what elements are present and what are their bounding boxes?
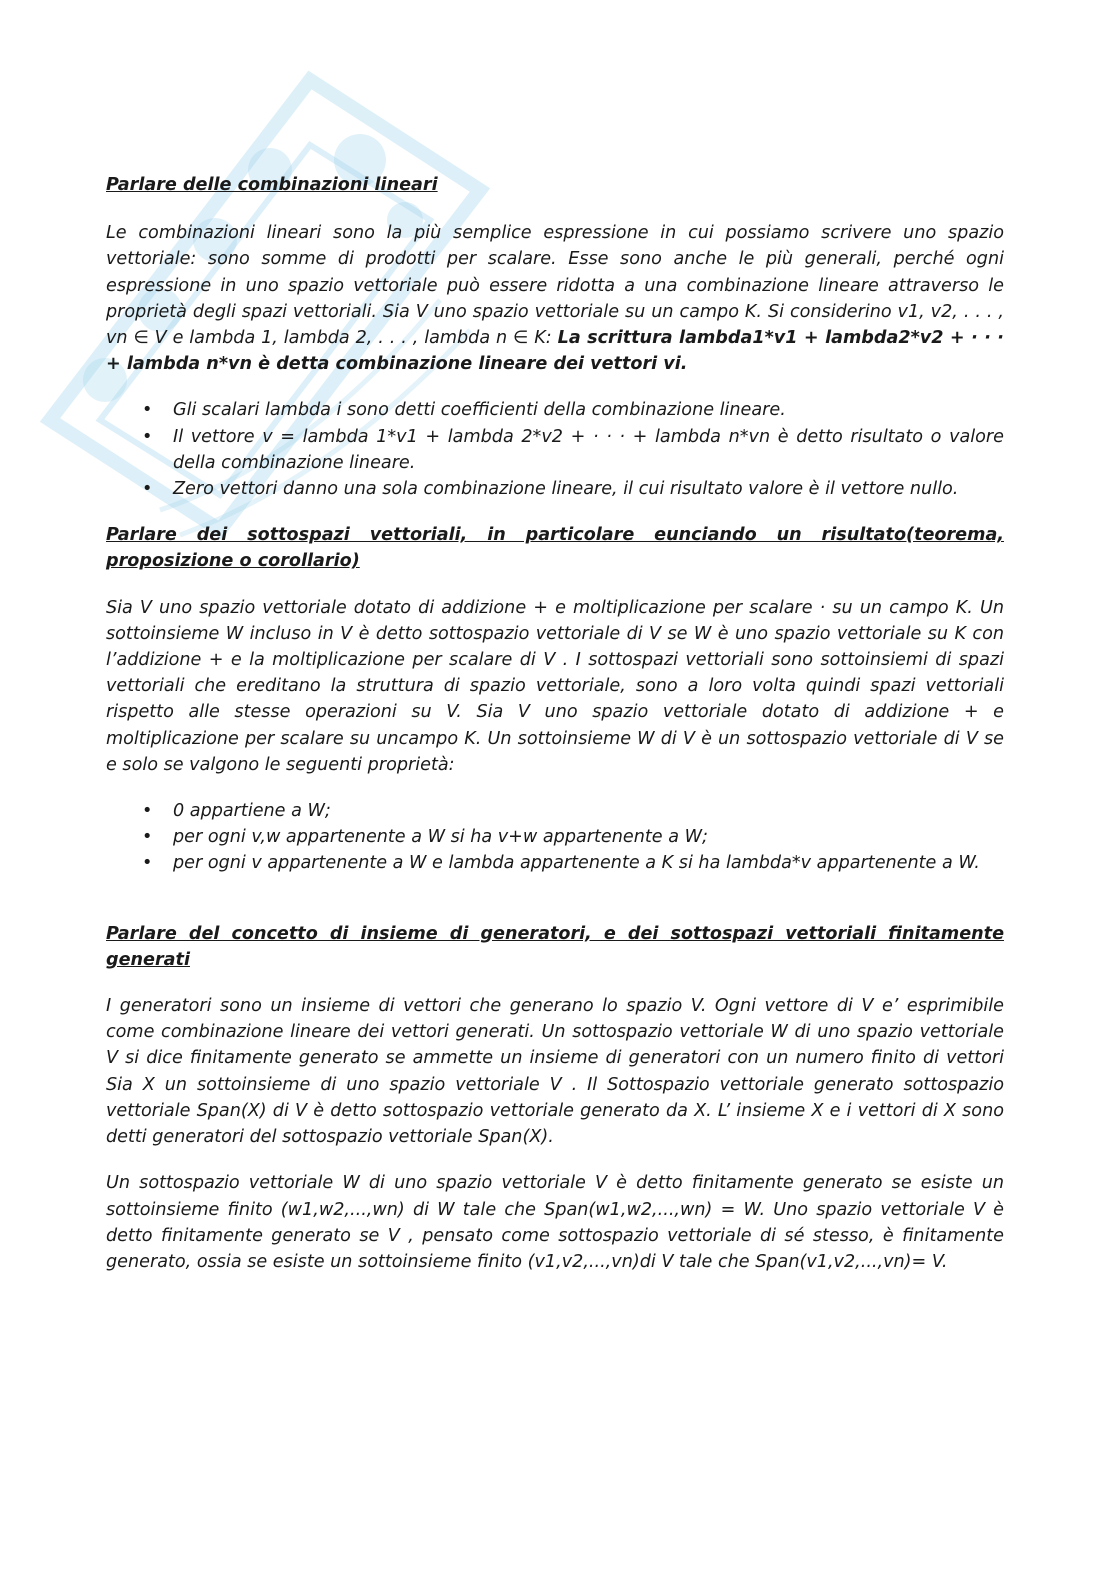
list-item-text: per ogni v,w appartenente a W si ha v+w appartenente a W; — [173, 827, 708, 848]
list-item — [106, 798, 1004, 824]
document-page — [106, 172, 1004, 1275]
bullet-dot-icon: • — [142, 827, 153, 848]
paragraph-text: Le combinazioni lineari sono la più semplice espressione in cui possiamo scrivere uno spazio vettoriale: sono somme di prodotti per scalare. Esse sono anche le più generali, perché ogni espressione in uno spazio vettoriale può essere ridotta a una combinazione lineare attraverso le proprietà degli spazi vettoriali. Sia V uno spazio vettoriale su un campo K. Si considerino v1, v2, . . . , vn ∈ V e lambda 1, lambda 2, . . . , lambda n ∈ K: — [106, 223, 1004, 349]
bullet-list-linear-combinations — [106, 397, 1004, 502]
bullet-list-subspace-properties — [106, 798, 1004, 877]
section-heading-generators: Parlare del concetto di insieme di generatori, e dei sottospazi vettoriali finitamente generati — [106, 923, 1004, 970]
list-item-text: 0 appartiene a W; — [173, 801, 331, 822]
list-item-text: Il vettore v = lambda 1*v1 + lambda 2*v2 + · · · + lambda n*vn è detto risultato o valore della combinazione lineare. — [173, 426, 1004, 473]
section-heading-subspaces: Parlare dei sottospazi vettoriali, in particolare eunciando un risultato(teorema, proposizione o corollario) — [106, 525, 1004, 572]
bullet-dot-icon: • — [142, 853, 153, 874]
paragraph-finitely-generated: Un sottospazio vettoriale W di uno spazio vettoriale V è detto finitamente generato se esiste un sottoinsieme finito (w1,w2,...,wn) di W tale che Span(w1,w2,...,wn) = W. Uno spazio vettoriale V è detto finitamente generato se V , pensato come sottospazio vettoriale di sé stesso, è finitamente generato, ossia se esiste un sottoinsieme finito (v1,v2,...,vn)di V tale che Span(v1,v2,...,vn)= V. — [106, 1173, 1004, 1272]
list-item-text: per ogni v appartenente a W e lambda appartenente a K si ha lambda*v appartenente a W. — [173, 853, 980, 874]
list-item-text: Gli scalari lambda i sono detti coefficienti della combinazione lineare. — [173, 400, 786, 421]
list-item — [106, 850, 1004, 876]
bullet-dot-icon: • — [142, 801, 153, 822]
paragraph-bold-definition: La scrittura lambda1*v1 + lambda2*v2 + · · · + lambda n*vn è detta combinazione lineare dei vettori vi. — [106, 328, 1004, 375]
section-heading-linear-combinations: Parlare delle combinazioni lineari — [106, 175, 438, 195]
list-item — [106, 397, 1004, 423]
list-item — [106, 476, 1004, 502]
bullet-dot-icon: • — [142, 426, 153, 447]
paragraph-linear-combinations — [106, 220, 1004, 377]
bullet-dot-icon: • — [142, 400, 153, 421]
list-item-text: Zero vettori danno una sola combinazione lineare, il cui risultato valore è il vettore nullo. — [173, 479, 959, 500]
paragraph-generators: I generatori sono un insieme di vettori che generano lo spazio V. Ogni vettore di V e’ esprimibile come combinazione lineare dei vettori generati. Un sottospazio vettoriale W di uno spazio vettoriale V si dice finitamente generato se ammette un insieme di generatori con un numero finito di vettori Sia X un sottoinsieme di uno spazio vettoriale V . Il Sottospazio vettoriale generato sottospazio vettoriale Span(X) di V è detto sottospazio vettoriale generato da X. L’ insieme X e i vettori di X sono detti generatori del sottospazio vettoriale Span(X). — [106, 996, 1004, 1148]
bullet-dot-icon: • — [142, 479, 153, 500]
list-item — [106, 824, 1004, 850]
list-item — [106, 424, 1004, 476]
paragraph-subspaces: Sia V uno spazio vettoriale dotato di addizione + e moltiplicazione per scalare · su un campo K. Un sottoinsieme W incluso in V è detto sottospazio vettoriale di V se W è uno spazio vettoriale su K con l’addizione + e la moltiplicazione per scalare di V . I sottospazi vettoriali sono sottoinsiemi di spazi vettoriali che ereditano la struttura di spazio vettoriale, sono a loro volta quindi spazi vettoriali rispetto alle stesse operazioni su V. Sia V uno spazio vettoriale dotato di addizione + e moltiplicazione per scalare su uncampo K. Un sottoinsieme W di V è un sottospazio vettoriale di V se e solo se valgono le seguenti proprietà: — [106, 597, 1004, 775]
